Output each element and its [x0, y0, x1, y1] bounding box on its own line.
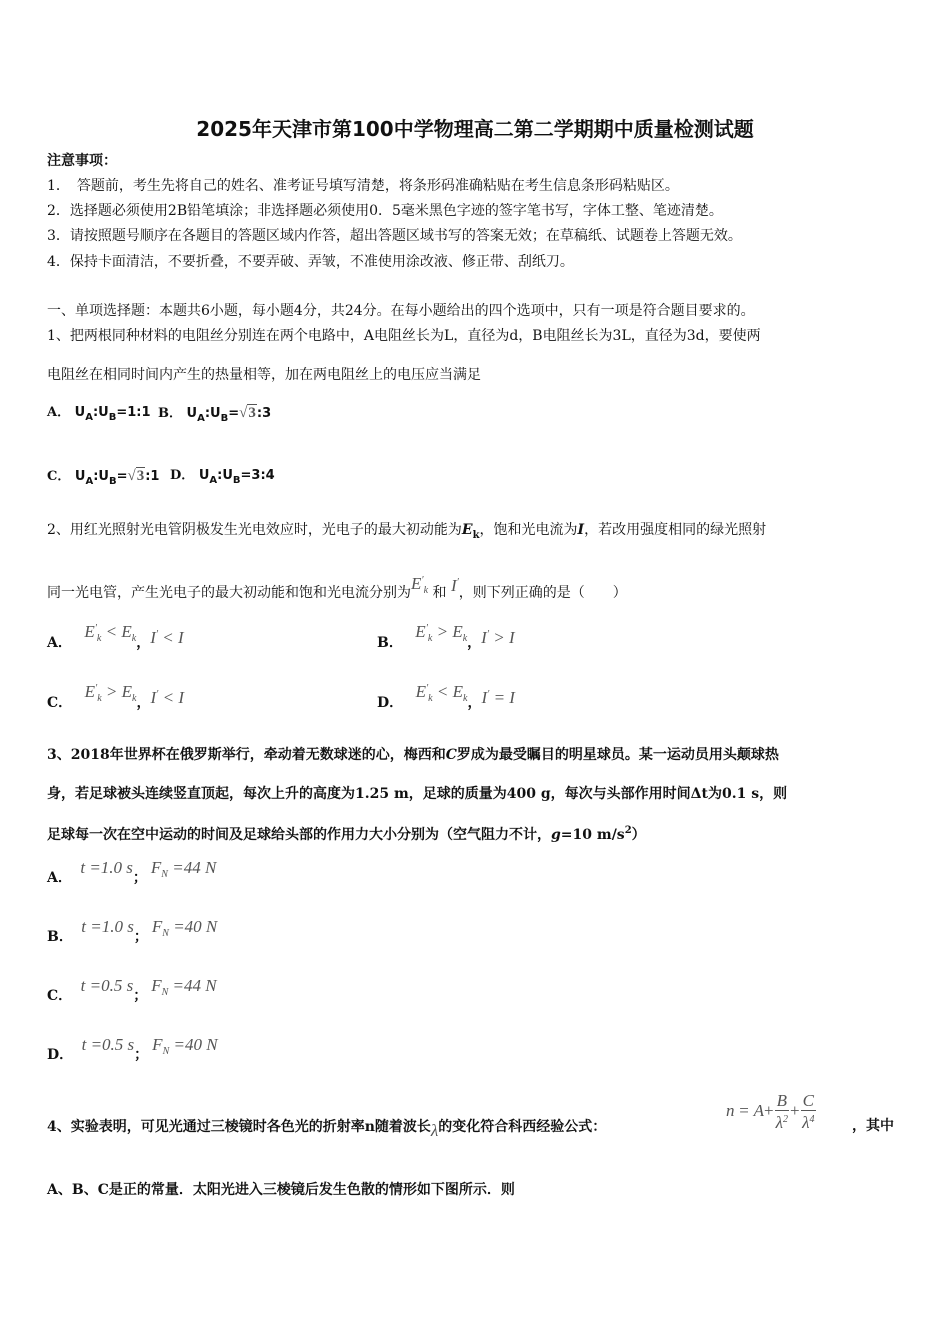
section-heading: 一、单项选择题：本题共6小题，每小题4分，共24分。在每小题给出的四个选项中，只有一项是符合题目要求的。 — [47, 303, 755, 319]
notice-item-4: 4．保持卡面清洁，不要折叠，不要弄破、弄皱，不准使用涂改液、修正带、刮纸刀。 — [47, 254, 574, 270]
q3-option-b[interactable]: B． t =1.0 s；$F_N =40$ N — [47, 917, 218, 945]
page-title: 2025年天津市第100中学物理高二第二学期期中质量检测试题 — [196, 117, 754, 141]
q4-stem-line1: 4、实验表明，可见光通过三棱镜时各色光的折射率n随着波长λ的变化符合科西经验公式： — [47, 1119, 607, 1140]
q2-option-d[interactable]: D． $E'_k < E_k$，I′ = I — [377, 682, 515, 711]
q4-stem-line2: A、B、C是正的常量．太阳光进入三棱镜后发生色散的情形如下图所示．则 — [47, 1182, 515, 1198]
notice-item-2: 2．选择题必须使用2B铅笔填涂；非选择题必须使用0．5毫米黑色字迹的签字笔书写，字体工整、笔迹清楚。 — [47, 203, 723, 219]
q1-option-a[interactable]: A． $U_A:U_B=1:1$ — [47, 405, 151, 423]
q3-stem-line3: 足球每一次在空中运动的时间及足球给头部的作用力大小分别为（空气阻力不计，g=10 $m/s^2$） — [47, 825, 646, 843]
option-label: C． — [47, 988, 73, 1004]
q3-stem-line2: 身，若足球被头连续竖直顶起，每次上升的高度为1.25 m，足球的质量为400 g，每次与头部作用时间Δt为0.1 s，则 — [47, 786, 788, 802]
q1-option-c[interactable]: C． $U_A:U_B=√3:1$ — [47, 468, 160, 487]
option-label: D． — [377, 695, 404, 711]
option-label: B． — [377, 635, 403, 651]
q3-option-a[interactable]: A． t =1.0 s；$F_N =44$ N — [47, 858, 217, 886]
sqrt-three: √3 — [127, 468, 145, 484]
notice-item-1: 1． 答题前，考生先将自己的姓名、准考证号填写清楚，将条形码准确粘贴在考生信息条形码粘贴区。 — [47, 178, 679, 194]
q2-option-a[interactable]: A． $E'_k < E_k$，I′ < I — [47, 622, 184, 651]
q2-stem-line2: 同一光电管，产生光电子的最大初动能和饱和光电流分别为$E'_k$ 和 I′，则下列正确的是（ ） — [47, 574, 627, 601]
q3-option-d[interactable]: D． t =0.5 s；$F_N =40$ N — [47, 1035, 218, 1063]
option-label: B． — [47, 929, 73, 945]
option-label: C． — [47, 695, 73, 711]
q2-option-b[interactable]: B． $E'_k > E_k$，I′ > I — [377, 622, 515, 651]
q1-stem-line2: 电阻丝在相同时间内产生的热量相等，加在两电阻丝上的电压应当满足 — [47, 367, 481, 383]
q1-stem-line1: 1、把两根同种材料的电阻丝分别连在两个电路中，A电阻丝长为L，直径为d，B电阻丝长为3L，直径为3d，要使两 — [47, 328, 761, 344]
notice-heading: 注意事项： — [47, 153, 117, 169]
option-label: A． — [47, 405, 71, 420]
option-label: D． — [47, 1047, 74, 1063]
option-label: C． — [47, 469, 71, 484]
cauchy-formula: n = A+ $\frac{B}{\lambda^2}$ + $\frac{C}{\lambda^4}$ — [726, 1091, 815, 1132]
notice-item-3: 3．请按照题号顺序在各题目的答题区域内作答，超出答题区域书写的答案无效；在草稿纸、试题卷上答题无效。 — [47, 228, 742, 244]
q1-option-d[interactable]: D． $U_A:U_B=3:4$ — [170, 468, 275, 486]
q2-stem-line1: 2、用红光照射光电管阴极发生光电效应时，光电子的最大初动能为$E_k$，饱和光电流为I，若改用强度相同的绿光照射 — [47, 522, 767, 541]
q3-option-c[interactable]: C． t =0.5 s；$F_N =44$ N — [47, 976, 217, 1004]
option-label: A． — [47, 870, 72, 886]
option-label: D． — [170, 468, 195, 483]
q1-option-b[interactable]: B． $U_A:U_B=√3:3$ — [158, 405, 272, 424]
q3-stem-line1: 3、2018年世界杯在俄罗斯举行，牵动着无数球迷的心，梅西和C罗成为最受瞩目的明星球员。某一运动员用头颠球热 — [47, 747, 779, 763]
q4-stem-line1-tail: ，其中 — [852, 1118, 894, 1134]
option-label: A． — [47, 635, 72, 651]
option-label: B． — [158, 406, 182, 421]
q2-option-c[interactable]: C． $E'_k > E_k$，I′ < I — [47, 682, 184, 711]
sqrt-three: √3 — [239, 405, 256, 421]
